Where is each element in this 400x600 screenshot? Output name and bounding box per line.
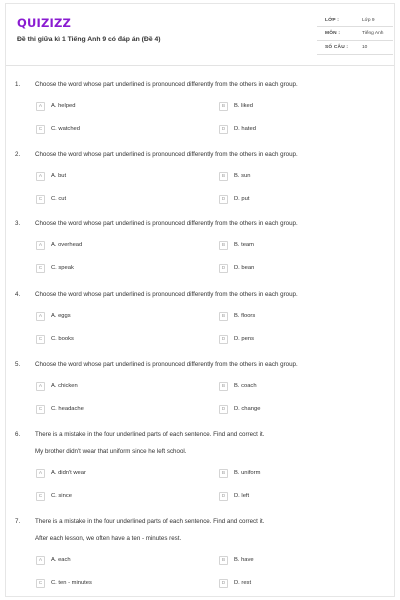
option-letter-box: B <box>219 172 228 181</box>
option-letter-box: C <box>36 405 45 414</box>
page-title: Đề thi giữa kì 1 Tiếng Anh 9 có đáp án (Đề 4) <box>17 36 161 43</box>
question-number: 4. <box>15 291 21 298</box>
question-text: Choose the word whose part underlined is pronounced differently from the others in each group. <box>35 151 298 158</box>
meta-label: MÔN : <box>325 31 341 36</box>
option-text: B. have <box>234 557 254 563</box>
question-text: There is a mistake in the four underlined parts of each sentence. Find and correct it. <box>35 518 265 525</box>
option-letter-box: C <box>36 492 45 501</box>
option-text: D. bean <box>234 265 255 271</box>
option-letter-box: B <box>219 102 228 111</box>
option-text: B. floors <box>234 313 256 319</box>
option-letter-box: B <box>219 312 228 321</box>
option-letter-box: D <box>219 579 228 588</box>
option-letter-box: A <box>36 382 45 391</box>
option-text: A. eggs <box>51 313 71 319</box>
meta-label: SỐ CÂU : <box>325 45 349 50</box>
question-number: 2. <box>15 151 21 158</box>
option-letter-box: A <box>36 241 45 250</box>
option-text: D. left <box>234 493 250 499</box>
question-number: 3. <box>15 220 21 227</box>
meta-label: LỚP : <box>325 18 340 23</box>
question-text: Choose the word whose part underlined is pronounced differently from the others in each group. <box>35 220 298 227</box>
option-text: B. uniform <box>234 470 261 476</box>
meta-table <box>317 14 393 55</box>
option-text: C. books <box>51 336 74 342</box>
option-text: C. cut <box>51 196 67 202</box>
option-text: A. overhead <box>51 242 83 248</box>
option-text: B. sun <box>234 173 251 179</box>
option-text: B. team <box>234 242 254 248</box>
option-text: A. helped <box>51 103 76 109</box>
option-letter-box: B <box>219 382 228 391</box>
option-text: D. put <box>234 196 250 202</box>
option-letter-box: B <box>219 556 228 565</box>
question-text: Choose the word whose part underlined is pronounced differently from the others in each group. <box>35 361 298 368</box>
quizizz-logo: QUIZIZZ <box>17 16 72 30</box>
option-text: B. coach <box>234 383 257 389</box>
option-text: C. headache <box>51 406 84 412</box>
meta-row-count <box>317 41 393 55</box>
meta-row-grade <box>317 14 393 27</box>
meta-row-subject <box>317 27 393 41</box>
worksheet-page <box>5 3 395 597</box>
question-number: 7. <box>15 518 21 525</box>
meta-value: Tiếng Anh <box>362 31 384 36</box>
option-letter-box: C <box>36 579 45 588</box>
option-text: A. each <box>51 557 71 563</box>
option-letter-box: C <box>36 264 45 273</box>
option-letter-box: C <box>36 195 45 204</box>
meta-value: 10 <box>362 45 368 50</box>
option-text: D. pens <box>234 336 254 342</box>
worksheet-header <box>6 4 394 66</box>
question-text: Choose the word whose part underlined is pronounced differently from the others in each group. <box>35 81 298 88</box>
option-text: B. liked <box>234 103 254 109</box>
option-text: D. hated <box>234 126 256 132</box>
option-letter-box: A <box>36 172 45 181</box>
option-text: C. speak <box>51 265 74 271</box>
option-letter-box: D <box>219 405 228 414</box>
question-number: 1. <box>15 81 21 88</box>
option-text: A. didn't wear <box>51 470 86 476</box>
question-number: 6. <box>15 431 21 438</box>
option-text: D. rest <box>234 580 252 586</box>
option-letter-box: D <box>219 125 228 134</box>
option-text: C. since <box>51 493 72 499</box>
option-letter-box: D <box>219 335 228 344</box>
option-text: A. chicken <box>51 383 78 389</box>
option-letter-box: B <box>219 241 228 250</box>
question-text: There is a mistake in the four underlined parts of each sentence. Find and correct it. <box>35 431 265 438</box>
option-letter-box: C <box>36 335 45 344</box>
option-letter-box: D <box>219 264 228 273</box>
question-sentence: After each lesson, we often have a ten - minutes rest. <box>35 535 182 542</box>
option-letter-box: A <box>36 556 45 565</box>
option-letter-box: A <box>36 312 45 321</box>
option-text: A. but <box>51 173 67 179</box>
option-letter-box: D <box>219 195 228 204</box>
meta-value: Lớp 9 <box>362 18 375 23</box>
option-letter-box: D <box>219 492 228 501</box>
option-text: C. watched <box>51 126 80 132</box>
option-text: D. change <box>234 406 261 412</box>
question-sentence: My brother didn't wear that uniform since he left school. <box>35 448 187 455</box>
option-letter-box: C <box>36 125 45 134</box>
question-text: Choose the word whose part underlined is pronounced differently from the others in each group. <box>35 291 298 298</box>
option-letter-box: B <box>219 469 228 478</box>
option-text: C. ten - minutes <box>51 580 92 586</box>
question-number: 5. <box>15 361 21 368</box>
option-letter-box: A <box>36 469 45 478</box>
option-letter-box: A <box>36 102 45 111</box>
